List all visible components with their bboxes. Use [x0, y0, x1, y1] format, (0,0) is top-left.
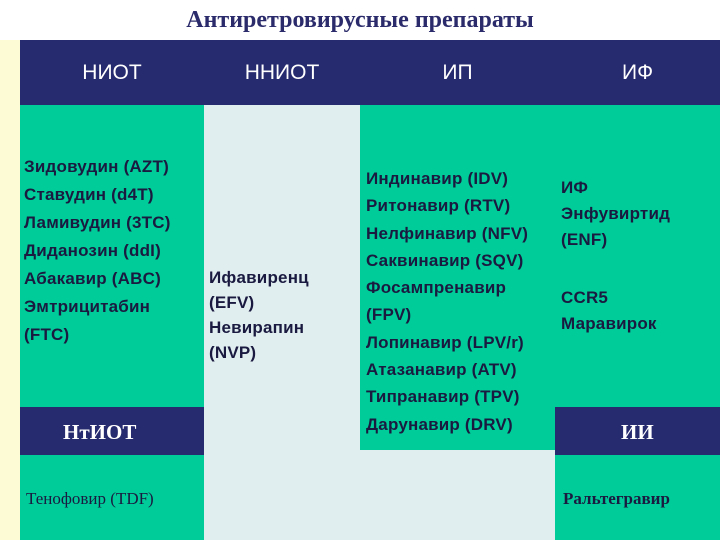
header-ip: ИП [360, 40, 555, 105]
ip-drug-list: Индинавир (IDV) Ритонавир (RTV) Нелфинавир (NFV) Саквинавир (SQV) Фосампренавир (FPV) Лопинавир (LPV/r) Атазанавир (ATV) Типранавир (TPV) Дарунавир (DRV) [366, 169, 529, 434]
if-block-ccr5: CCR5 Маравирок [561, 288, 657, 333]
ii-header-label: ИИ [621, 420, 654, 444]
header-if: ИФ [555, 40, 720, 105]
ntiot-drug: Тенофовир (TDF) [26, 489, 154, 508]
ntiot-header [20, 407, 204, 455]
nniot-column [204, 105, 360, 540]
ip-column-lower [360, 450, 555, 540]
page-title: Антиретровирусные препараты [186, 7, 534, 33]
left-margin-strip [0, 105, 20, 540]
ii-header [555, 407, 720, 455]
header-band-left-margin [0, 40, 20, 105]
if-block-enf: ИФ Энфувиртид (ENF) [561, 178, 671, 249]
ntiot-body [20, 455, 204, 540]
niot-column [20, 105, 204, 407]
niot-drug-list: Зидовудин (AZT) Ставудин (d4T) Ламивудин (3TC) Диданозин (ddI) Абакавир (ABC) Эмтрицитабин (FTC) [24, 157, 171, 344]
ntiot-header-label: НтИОТ [63, 420, 137, 444]
if-column [555, 105, 720, 540]
ii-drug: Ральтегравир [563, 489, 670, 508]
header-niot: НИОТ [20, 40, 204, 105]
ip-column [360, 105, 555, 450]
header-nniot: ННИОТ [204, 40, 360, 105]
nniot-drug-list: Ифавиренц (EFV) Невирапин (NVP) [209, 268, 309, 362]
